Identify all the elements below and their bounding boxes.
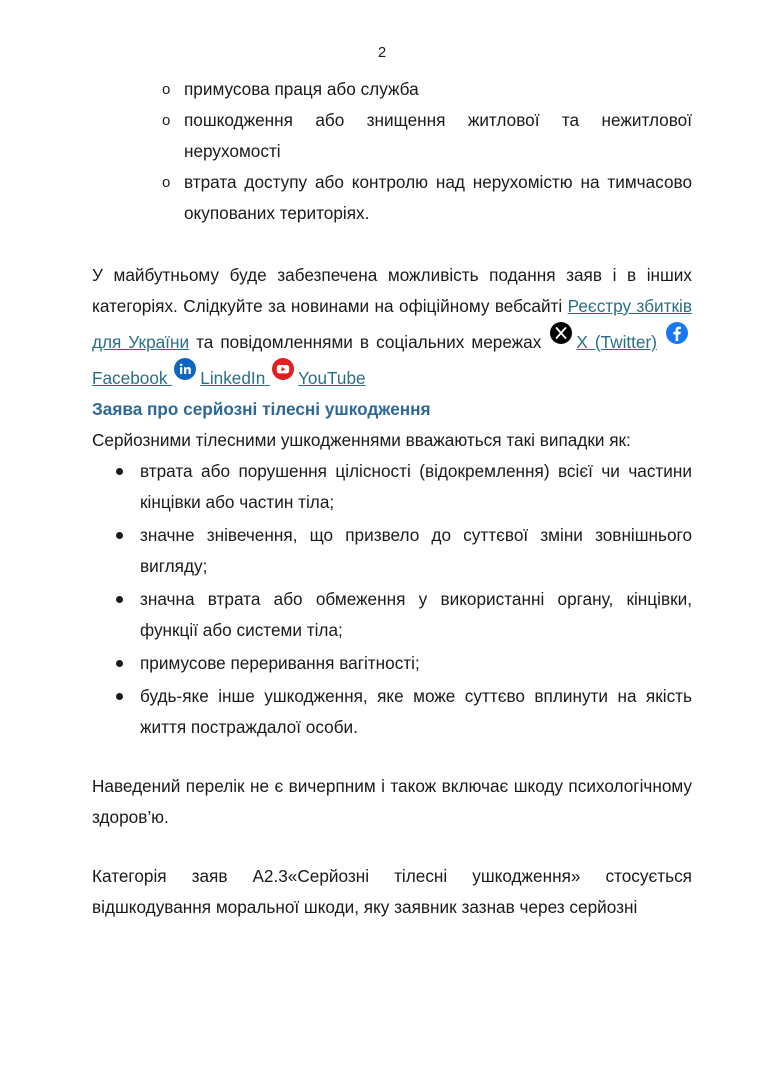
bullet-icon bbox=[116, 468, 123, 475]
list-item-text: значна втрата або обмеження у використанні органу, кінцівки, функції або системи тіла; bbox=[140, 589, 692, 640]
bullet-icon bbox=[116, 660, 123, 667]
list-item-text: примусова праця або служба bbox=[184, 79, 419, 99]
claim-category-sublist bbox=[92, 74, 692, 229]
list-item bbox=[116, 456, 692, 518]
page-number: 2 bbox=[377, 44, 387, 61]
list-item bbox=[116, 648, 692, 679]
x-twitter-link[interactable]: X (Twitter) bbox=[576, 332, 657, 352]
facebook-icon[interactable] bbox=[666, 322, 688, 344]
list-item bbox=[116, 681, 692, 743]
category-paragraph: Категорія заяв А2.3«Серйозні тілесні ушкодження» стосується відшкодування моральної шкоди, яку заявник зазнав через серйозні bbox=[92, 866, 692, 917]
section-heading: Заява про серйозні тілесні ушкодження bbox=[92, 399, 431, 419]
list-item bbox=[164, 105, 692, 167]
paragraph-text: та повідомленнями в соціальних мережах bbox=[189, 332, 549, 352]
registry-link[interactable]: Реєстру збитків для України bbox=[92, 296, 692, 352]
future-categories-paragraph bbox=[92, 260, 692, 394]
list-item bbox=[164, 74, 692, 105]
document-body bbox=[92, 74, 692, 923]
circle-bullet-icon: o bbox=[162, 174, 171, 191]
list-item-text: будь-яке інше ушкодження, яке може суттєво вплинути на якість життя постраждалої особи. bbox=[140, 686, 692, 737]
list-item-text: втрата або порушення цілісності (відокремлення) всієї чи частини кінцівки або частин тіла; bbox=[140, 461, 692, 512]
bullet-icon bbox=[116, 596, 123, 603]
circle-bullet-icon: o bbox=[162, 81, 171, 98]
x-twitter-icon[interactable] bbox=[550, 322, 572, 344]
paragraph-text: У майбутньому буде забезпечена можливість подання заяв і в інших категоріях. Слідкуйте за новинами на офіційному вебсайті bbox=[92, 265, 692, 316]
bullet-icon bbox=[116, 693, 123, 700]
injury-list bbox=[92, 456, 692, 743]
circle-bullet-icon: o bbox=[162, 112, 171, 129]
facebook-link[interactable]: Facebook bbox=[92, 368, 173, 388]
youtube-link[interactable]: YouTube bbox=[298, 368, 366, 388]
list-item bbox=[164, 167, 692, 229]
bullet-icon bbox=[116, 532, 123, 539]
note-paragraph: Наведений перелік не є вичерпним і також включає шкоду психологічному здоров’ю. bbox=[92, 776, 692, 827]
list-item bbox=[116, 520, 692, 582]
list-item-text: втрата доступу або контролю над нерухомістю на тимчасово окупованих територіях. bbox=[184, 172, 692, 223]
section-intro: Серйозними тілесними ушкодженнями вважаються такі випадки як: bbox=[92, 430, 631, 450]
list-item bbox=[116, 584, 692, 646]
list-item-text: примусове переривання вагітності; bbox=[140, 653, 420, 673]
youtube-icon[interactable] bbox=[272, 358, 294, 380]
list-item-text: значне знівечення, що призвело до суттєвої зміни зовнішнього вигляду; bbox=[140, 525, 692, 576]
linkedin-icon[interactable] bbox=[174, 358, 196, 380]
list-item-text: пошкодження або знищення житлової та нежитлової нерухомості bbox=[184, 110, 692, 161]
linkedin-link[interactable]: LinkedIn bbox=[200, 368, 271, 388]
